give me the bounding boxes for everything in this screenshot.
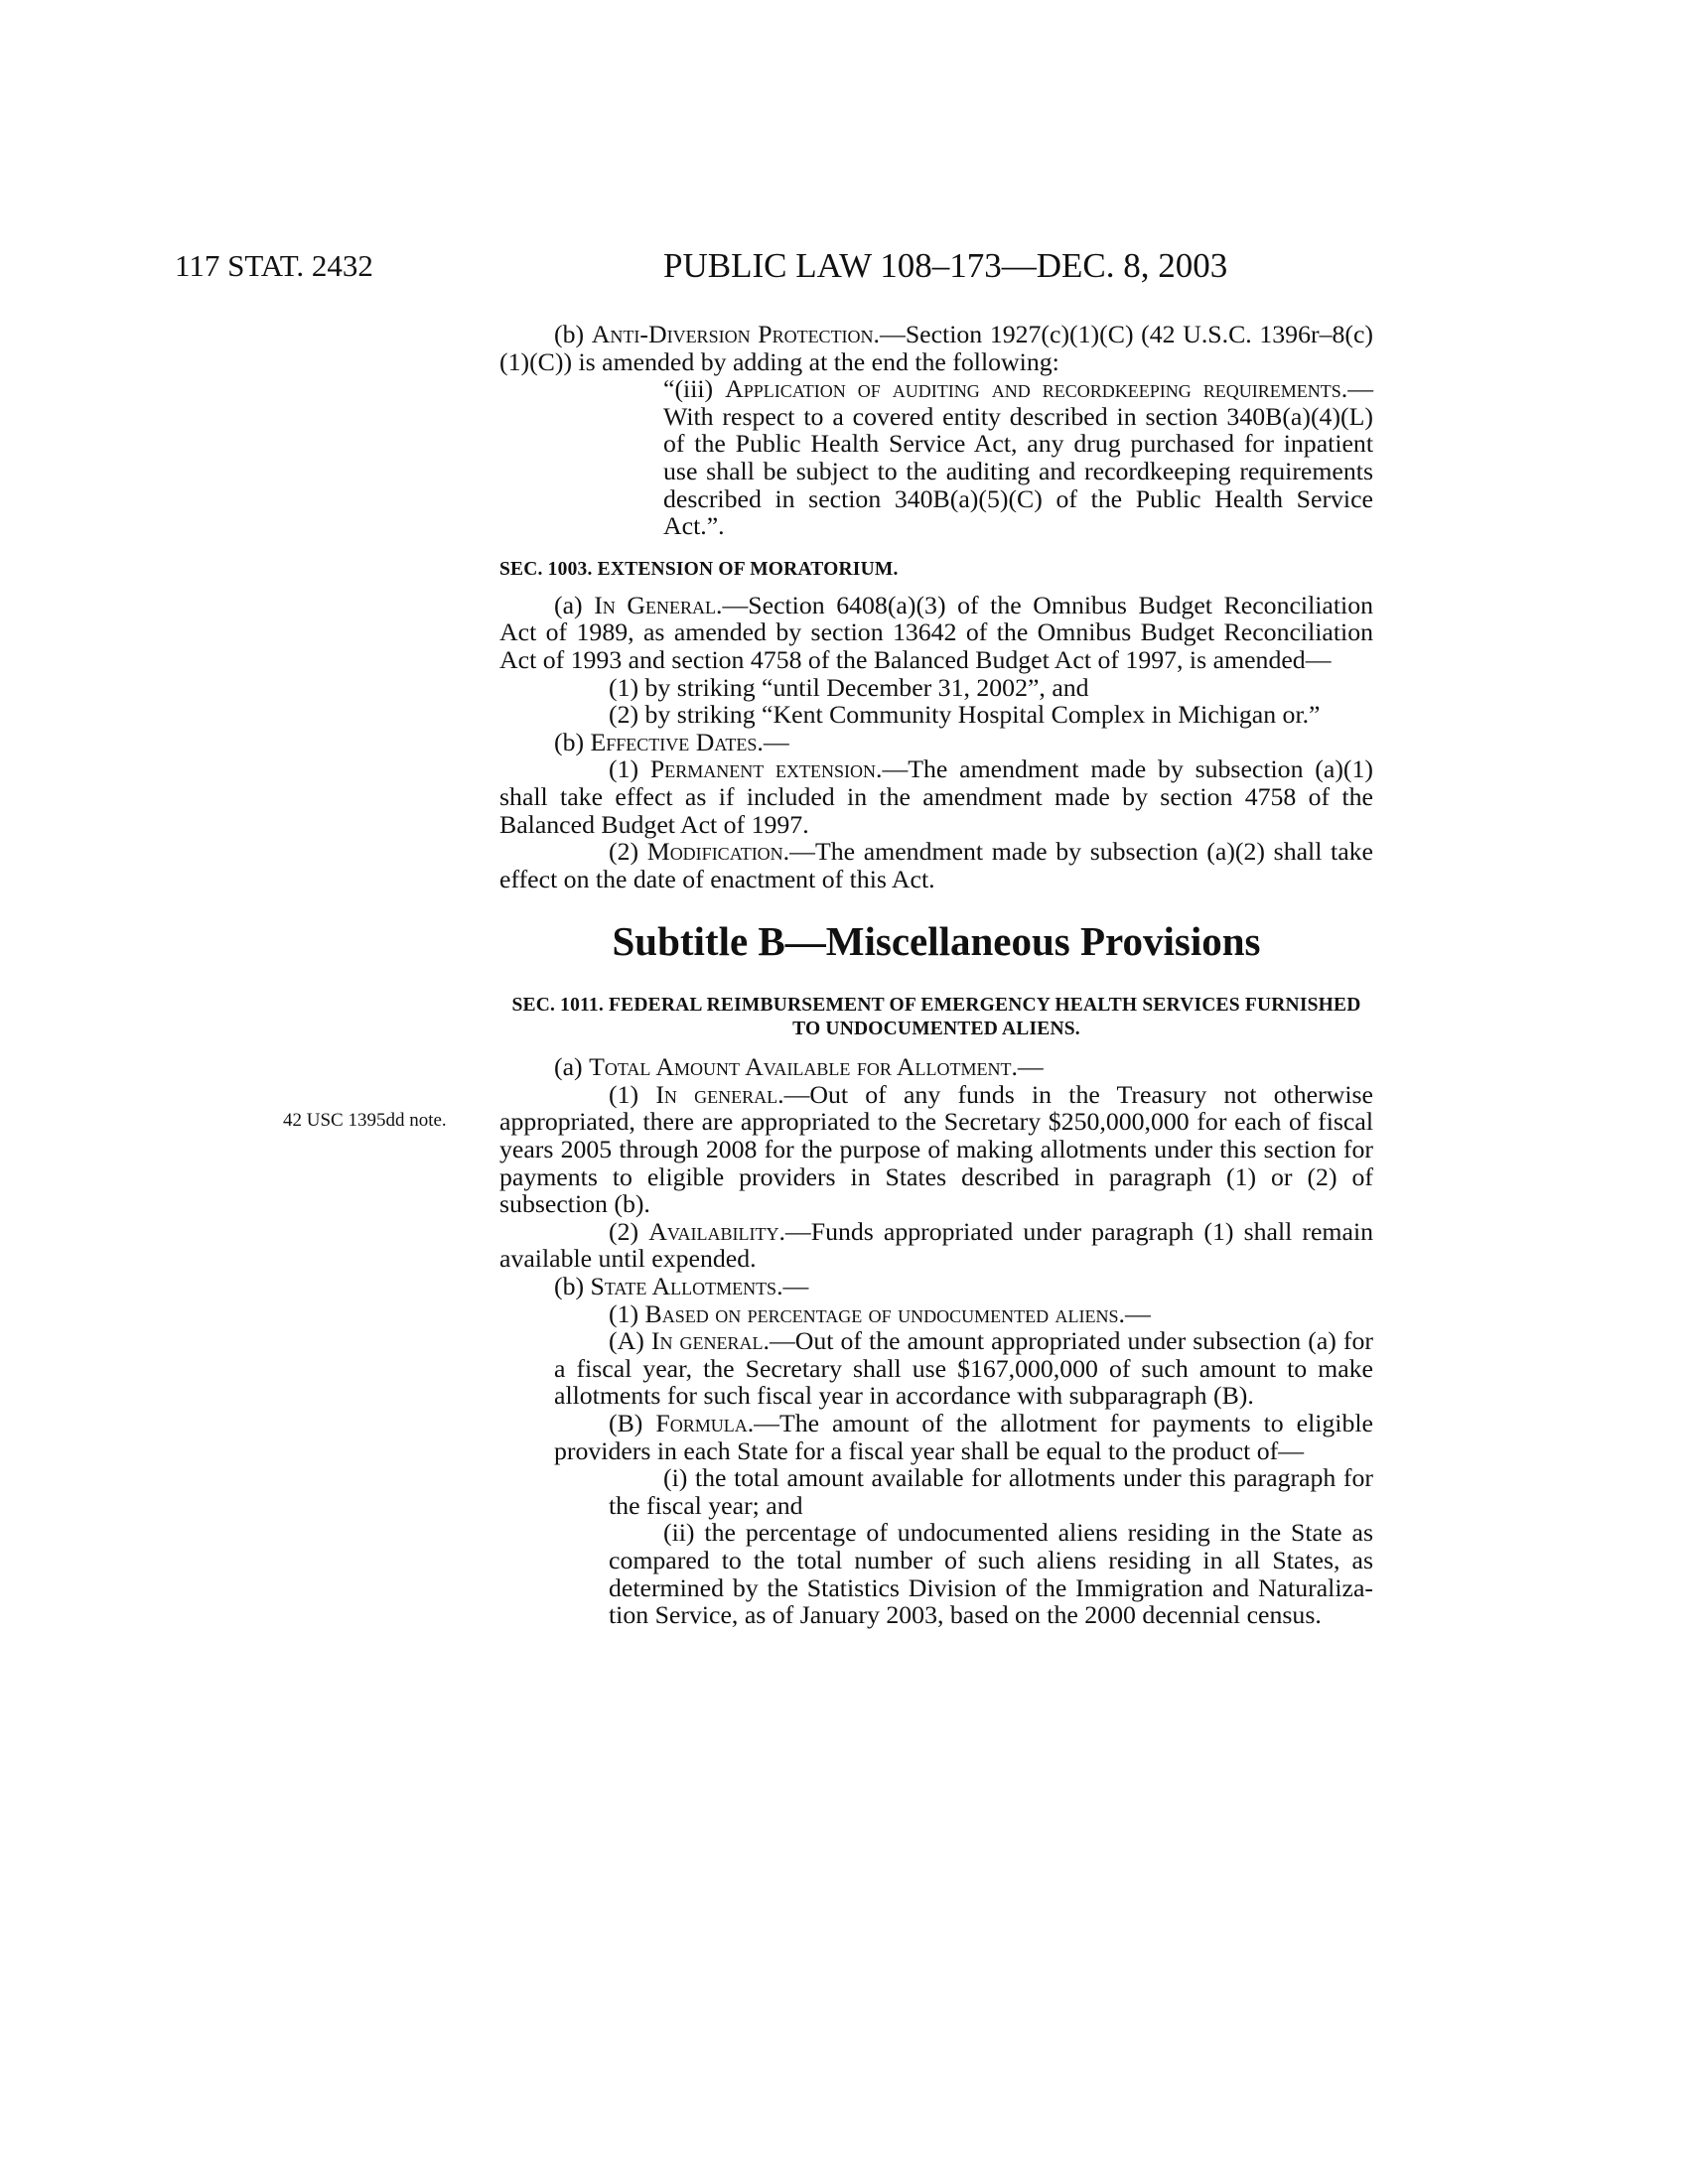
section-1011-b1B-clause-ii: (ii) the percentage of undocumented aliens residing in the State as compared to the total number of such aliens residing in all States, as determined by the Statistics Division of the Immigration and Naturalization Service, as of January 2003, based on the 2000 decennial census.: [609, 1518, 1373, 1630]
subsection-lead: (b): [554, 727, 591, 756]
paragraph-text: —The amendment made by subsection (a)(1) shall take effect as if included in the amendment made by section 4758 of the Balanced Budget Act of 1997.: [499, 754, 1373, 839]
paragraph-lead: (1): [609, 1079, 656, 1109]
paragraph-caption: Permanent extension.: [649, 754, 883, 784]
quoted-clause-iii: [499, 375, 1373, 540]
paragraph-lead: (2): [609, 1216, 649, 1246]
subparagraph-text: —The amount of the allotment for payments to eligible providers in each State for a fiscal year shall be equal to the product of—: [554, 1409, 1373, 1465]
section-1011-b1-subparagraph-A: [499, 1327, 1373, 1410]
section-1003-b-paragraph-2: [499, 838, 1373, 892]
subsection-text: —: [763, 727, 789, 756]
paragraph-caption: Anti-Diversion Protection.: [591, 320, 881, 348]
subsection-text: —: [782, 1272, 809, 1301]
clause-caption: Application of auditing and recordkeeping requirements.: [725, 374, 1348, 404]
paragraph-lead: (1): [609, 754, 650, 784]
section-1011-heading: SEC. 1011. FEDERAL REIMBURSEMENT OF EMERGENCY HEALTH SERVICES FURNISHED TO UNDOCUMENTED ALIENS.: [511, 995, 1361, 1040]
paragraph-text: —: [1125, 1298, 1151, 1328]
section-1003-paragraph-2: (2) by striking “Kent Community Hospital Complex in Michigan or.”: [609, 700, 1321, 730]
subsection-caption: In General.: [594, 590, 723, 619]
section-1011-subsection-a: [499, 1053, 1373, 1081]
clause-lead: “(iii): [663, 374, 726, 404]
section-1011-b-paragraph-1: [499, 1300, 1373, 1328]
subsection-lead: (a): [554, 1052, 590, 1082]
subsection-caption: Total Amount Available for Allotment.: [589, 1052, 1018, 1082]
paragraph-lead: (b): [554, 320, 592, 348]
statute-text-column: [499, 321, 1373, 1629]
subtitle-heading: Subtitle B—Miscellaneous Provisions: [612, 918, 1261, 965]
paragraph-caption: Based on percentage of undocumented aliens.: [644, 1298, 1125, 1328]
section-1011-b1B-clause-i: (i) the total amount available for allotments under this paragraph for the fiscal year; and: [609, 1463, 1373, 1520]
subsection-text: —Section 6408(a)(3) of the Omnibus Budget Reconciliation Act of 1989, as amended by section 13642 of the Omnibus Budget Reconciliation Act of 1993 and section 4758 of the Balanced Budget Act of 1997, is amended—: [499, 590, 1373, 674]
paragraph-text: —Funds appropriated under paragraph (1) shall remain available until expended.: [499, 1216, 1374, 1274]
subparagraph-text: —Out of the amount appropriated under subsection (a) for a fiscal year, the Secretary shall use $167,000,000 of such amount to make allotments for such fiscal year in accordance with subparagraph (B).: [554, 1326, 1373, 1411]
subsection-text: —: [1017, 1052, 1044, 1082]
paragraph-text: —The amendment made by subsection (a)(2) shall take effect on the date of enactment of this Act.: [499, 837, 1374, 893]
subparagraph-caption: Formula.: [655, 1409, 755, 1437]
paragraph-lead: (1): [609, 1298, 645, 1328]
margin-citation-note: 42 USC 1395dd note.: [283, 1110, 447, 1131]
clause-text: —With respect to a covered entity described in section 340B(a)(4)(L) of the Public Health Service Act, any drug purchased for inpatient use shall be subject to the auditing and recordkeeping requirements described in section 340B(a)(5)(C) of the Public Health Service Act.”.: [663, 374, 1373, 541]
section-1003-subsection-b: [499, 729, 1373, 756]
subsection-lead: (a): [554, 590, 595, 619]
section-1011-a-paragraph-2: [499, 1218, 1373, 1273]
section-1003-heading: SEC. 1003. EXTENSION OF MORATORIUM.: [499, 558, 899, 580]
section-1003-subsection-a: [499, 592, 1373, 674]
subsection-lead: (b): [554, 1272, 591, 1301]
anti-diversion-paragraph: [499, 321, 1373, 375]
paragraph-caption: In general.: [655, 1079, 784, 1109]
subsection-caption: State Allotments.: [590, 1272, 783, 1301]
paragraph-caption: Modification.: [646, 837, 790, 867]
paragraph-text: —Section 1927(c)(1)(C) (42 U.S.C. 1396r–8(c)(1)(C)) is amended by adding at the end the following:: [499, 320, 1374, 376]
section-1011-a-paragraph-1: [499, 1081, 1373, 1218]
section-1003-b-paragraph-1: [499, 755, 1373, 838]
subparagraph-lead: (A): [609, 1326, 651, 1356]
subparagraph-lead: (B): [609, 1409, 656, 1437]
paragraph-caption: Availability.: [648, 1216, 785, 1246]
public-law-running-head: PUBLIC LAW 108–173—DEC. 8, 2003: [663, 246, 1228, 285]
section-1011-b1-subparagraph-B: [499, 1410, 1373, 1464]
section-1003-paragraph-1: (1) by striking “until December 31, 2002”, and: [609, 672, 1089, 702]
paragraph-text: —Out of any funds in the Treasury not otherwise appropriated, there are appropriated to the Secretary $250,000,000 for each of fiscal years 2005 through 2008 for the purpose of making allotments under this section for payments to eligible providers in States described in paragraph (1) or (2) of subsection (b).: [499, 1079, 1373, 1219]
section-1011-subsection-b: [499, 1273, 1373, 1300]
subsection-caption: Effective Dates.: [590, 727, 764, 756]
statute-page-reference: 117 STAT. 2432: [175, 248, 373, 283]
page-header: [0, 246, 1688, 296]
paragraph-lead: (2): [609, 837, 647, 867]
subparagraph-caption: In general.: [650, 1326, 770, 1356]
